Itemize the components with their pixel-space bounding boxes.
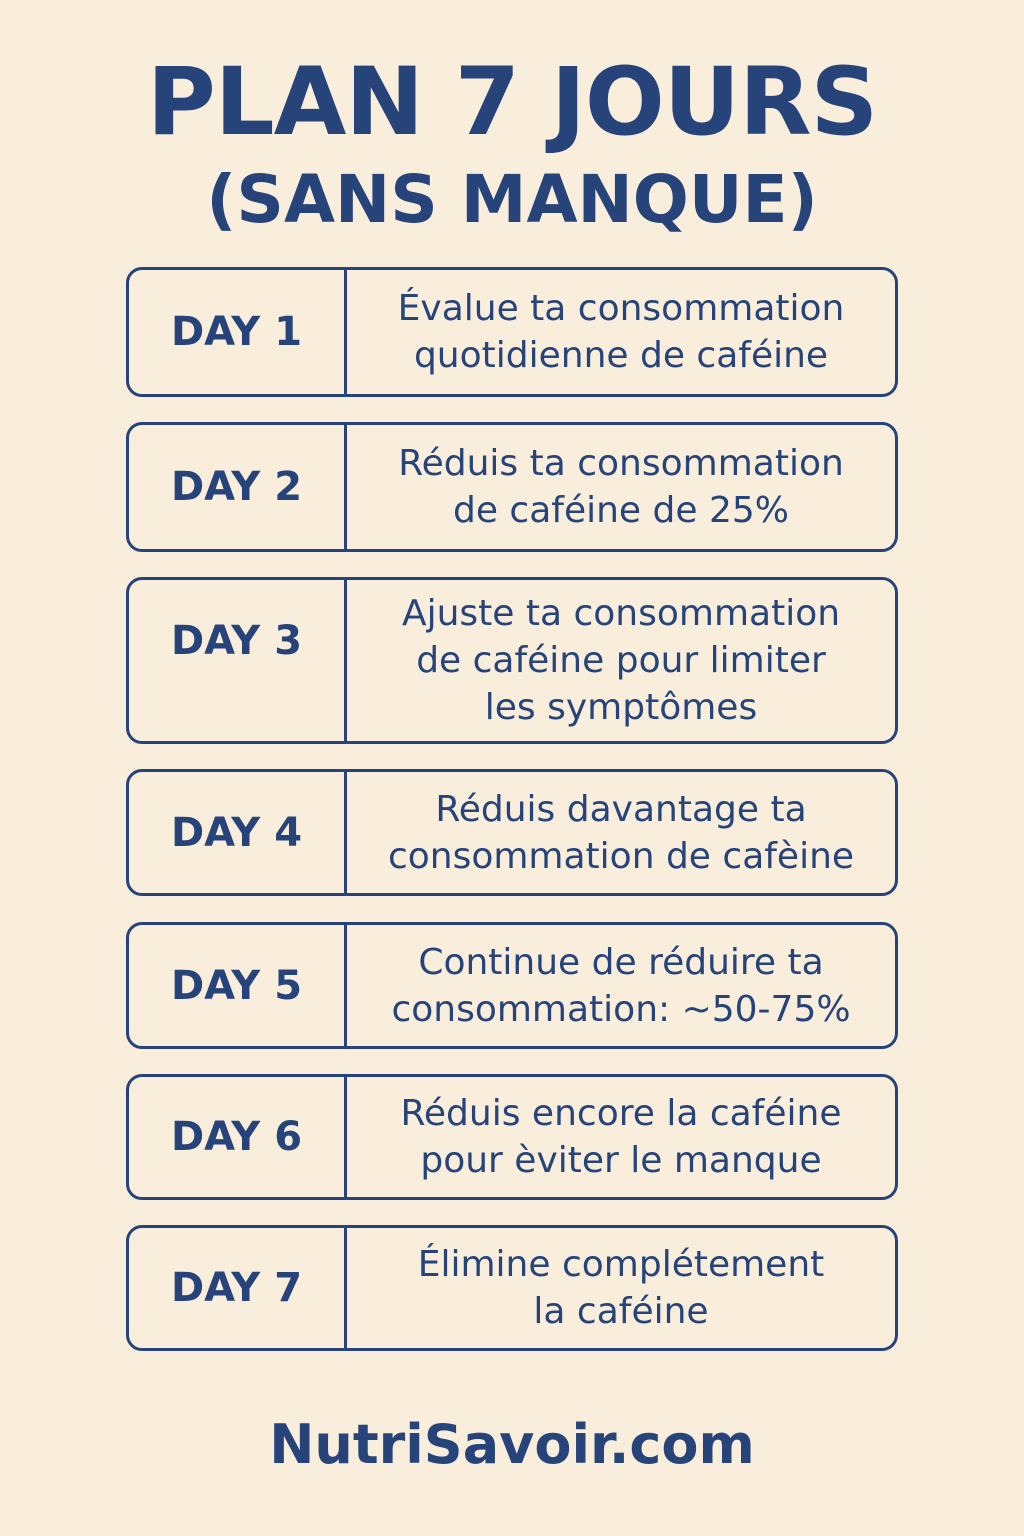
day-description: Élimine complétement la caféine <box>417 1244 825 1332</box>
day-row-2 <box>126 422 898 552</box>
day-label: DAY 3 <box>129 580 347 741</box>
day-label: DAY 4 <box>129 772 347 893</box>
day-description: Réduis encore la caféine pour èviter le manque <box>400 1093 842 1181</box>
day-label: DAY 5 <box>129 925 347 1046</box>
day-row-5 <box>126 922 898 1049</box>
day-row-1 <box>126 267 898 397</box>
page-subtitle: (SANS MANQUE) <box>206 161 818 238</box>
day-description: Réduis davantage ta consommation de cafèine <box>387 788 855 877</box>
day-row-6 <box>126 1074 898 1200</box>
day-label: DAY 1 <box>129 270 347 394</box>
day-label: DAY 7 <box>129 1228 347 1348</box>
day-description: Ajuste ta consommation de caféine pour limiter les symptômes <box>401 593 841 728</box>
page-title: PLAN 7 JOURS <box>146 48 878 157</box>
site-footer-link[interactable]: NutriSavoir.com <box>269 1413 755 1476</box>
day-row-7 <box>126 1225 898 1351</box>
day-description: Évalue ta consommation quotidienne de caféine <box>397 288 845 376</box>
day-label: DAY 6 <box>129 1077 347 1197</box>
day-row-4 <box>126 769 898 896</box>
day-description: Réduis ta consommation de caféine de 25% <box>398 443 844 531</box>
day-label: DAY 2 <box>129 425 347 549</box>
day-description: Continue de réduire ta consommation: ~50-75% <box>391 941 851 1030</box>
day-row-3 <box>126 577 898 744</box>
